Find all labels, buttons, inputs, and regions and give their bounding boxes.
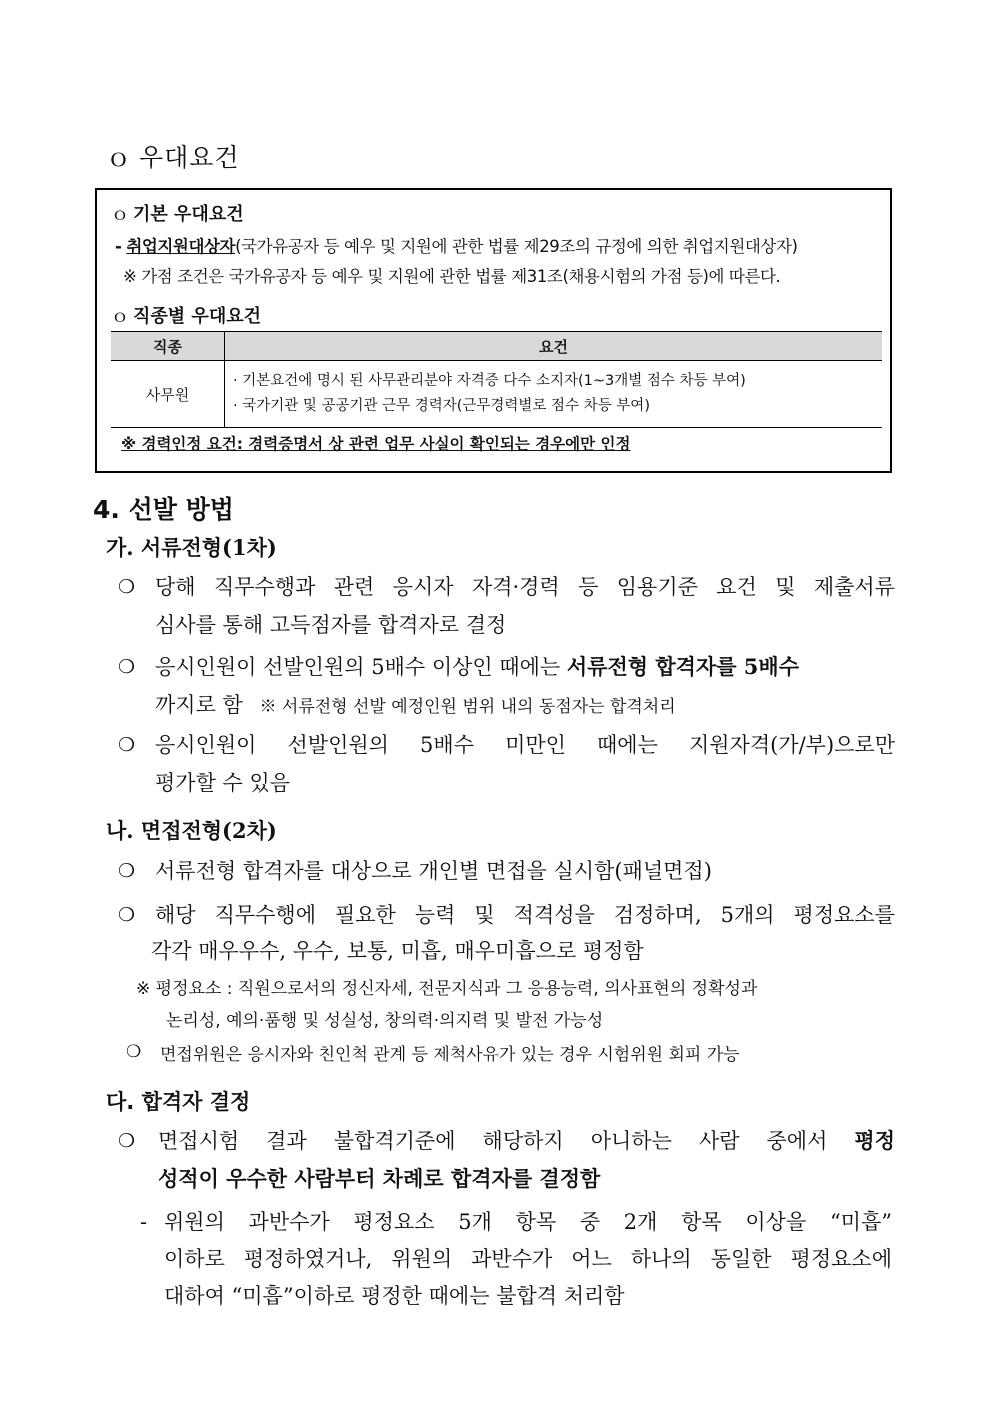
circle-bullet-icon: ❍ — [118, 1130, 136, 1152]
interview-para-3: 면접위원은 응시자와 친인척 관계 등 제척사유가 있는 경우 시험위원 회피 가능 — [160, 1045, 740, 1065]
doc-screen-para-1-line-1: 당해 직무수행과 관련 응시자 자격·경력 등 임용기준 요건 및 제출서류 — [155, 575, 895, 599]
table-cell-requirements — [225, 361, 883, 428]
preference-box — [95, 188, 892, 473]
heading-bullet-icon: ｏ — [106, 143, 133, 172]
decision-detail-line-1: 위원의 과반수가 평정요소 5개 항목 중 2개 항목 이상을 “미흡” — [164, 1210, 892, 1234]
circle-bullet-icon: ❍ — [118, 576, 136, 598]
preference-heading — [106, 138, 240, 174]
doc-screen-para-2-line-2: 까지로 함 ※ 서류전형 선발 예정인원 범위 내의 동점자는 합격처리 — [155, 693, 676, 717]
subsection-title-decision: 다. 합격자 결정 — [106, 1090, 251, 1114]
circle-bullet-icon: ❍ — [118, 734, 136, 756]
table-cell-job: 사무원 — [111, 361, 225, 428]
interview-para-2-line-2: 각각 매우우수, 우수, 보통, 미흡, 매우미흡으로 평정함 — [151, 939, 644, 963]
table-header-job: 직종 — [111, 332, 225, 361]
basic-preference-item: - 취업지원대상자(국가유공자 등 예우 및 지원에 관한 법률 제29조의 규정에 의한 취업지원대상자) — [115, 237, 798, 256]
table-header-requirement: 요건 — [225, 332, 883, 361]
doc-screen-para-2-line-1: 응시인원이 선발인원의 5배수 이상인 때에는 서류전형 합격자를 5배수 — [155, 654, 799, 679]
job-bullet-icon: ｏ — [111, 306, 129, 327]
section-title: 4. 선발 방법 — [93, 495, 234, 524]
doc-screen-para-1-line-2: 심사를 통해 고득점자를 합격자로 결정 — [155, 613, 507, 637]
basic-bullet-icon: ｏ — [111, 204, 129, 225]
requirement-item: · 기본요건에 명시 된 사무관리분야 자격증 다수 소지자(1~3개별 점수 차등 부여) — [233, 373, 746, 389]
circle-bullet-icon: ❍ — [118, 860, 136, 882]
doc-screen-para-3-line-1: 응시인원이 선발인원의 5배수 미만인 때에는 지원자격(가/부)으로만 — [155, 733, 895, 757]
table-header-row — [111, 332, 882, 361]
interview-para-2-line-1: 해당 직무수행에 필요한 능력 및 적격성을 검정하며, 5개의 평정요소를 — [155, 903, 895, 927]
table-row — [111, 361, 882, 428]
doc-screen-para-3-line-2: 평가할 수 있음 — [155, 771, 291, 795]
decision-detail-line-2: 이하로 평정하였거나, 위원의 과반수가 어느 하나의 동일한 평정요소에 — [164, 1247, 892, 1271]
job-preference-title: ｏ 직종별 우대요건 — [111, 302, 261, 328]
career-recognition-note: ※ 경력인정 요건: 경력증명서 상 관련 업무 사실이 확인되는 경우에만 인정 — [121, 435, 631, 453]
interview-para-1: 서류전형 합격자를 대상으로 개인별 면접을 실시함(패널면접) — [155, 859, 712, 883]
decision-para-1-line-1: 면접시험 결과 불합격기준에 해당하지 아니하는 사람 중에서 평정 — [158, 1128, 895, 1153]
preference-heading-text: 우대요건 — [138, 143, 240, 172]
dash-bullet: - — [140, 1210, 148, 1234]
circle-bullet-icon: ❍ — [118, 656, 136, 678]
basic-preference-title: ｏ 기본 우대요건 — [111, 200, 244, 226]
evaluation-note-line-1: ※ 평정요소 : 직원으로서의 정신자세, 전문지식과 그 응용능력, 의사표현의 정확성과 — [136, 979, 758, 999]
decision-para-1-line-2: 성적이 우수한 사람부터 차례로 합격자를 결정함 — [158, 1166, 601, 1191]
evaluation-note-line-2: 논리성, 예의·품행 및 성실성, 창의력·의지력 및 발전 가능성 — [166, 1011, 604, 1031]
decision-detail-line-3: 대하여 “미흡”이하로 평정한 때에는 불합격 처리함 — [164, 1284, 625, 1308]
requirement-item: · 국가기관 및 공공기관 근무 경력자(근무경력별로 점수 차등 부여) — [233, 398, 650, 414]
subsection-title-interview: 나. 면접전형(2차) — [106, 818, 277, 843]
subsection-title-document: 가. 서류전형(1차) — [106, 535, 277, 560]
circle-bullet-icon: ❍ — [118, 904, 136, 926]
veteran-target-label: 취업지원대상자 — [126, 237, 236, 256]
circle-bullet-icon: ❍ — [126, 1042, 142, 1062]
basic-preference-note: ※ 가점 조건은 국가유공자 등 예우 및 지원에 관한 법률 제31조(채용시험의 가점 등)에 따른다. — [123, 267, 781, 286]
job-preference-table — [111, 331, 882, 428]
